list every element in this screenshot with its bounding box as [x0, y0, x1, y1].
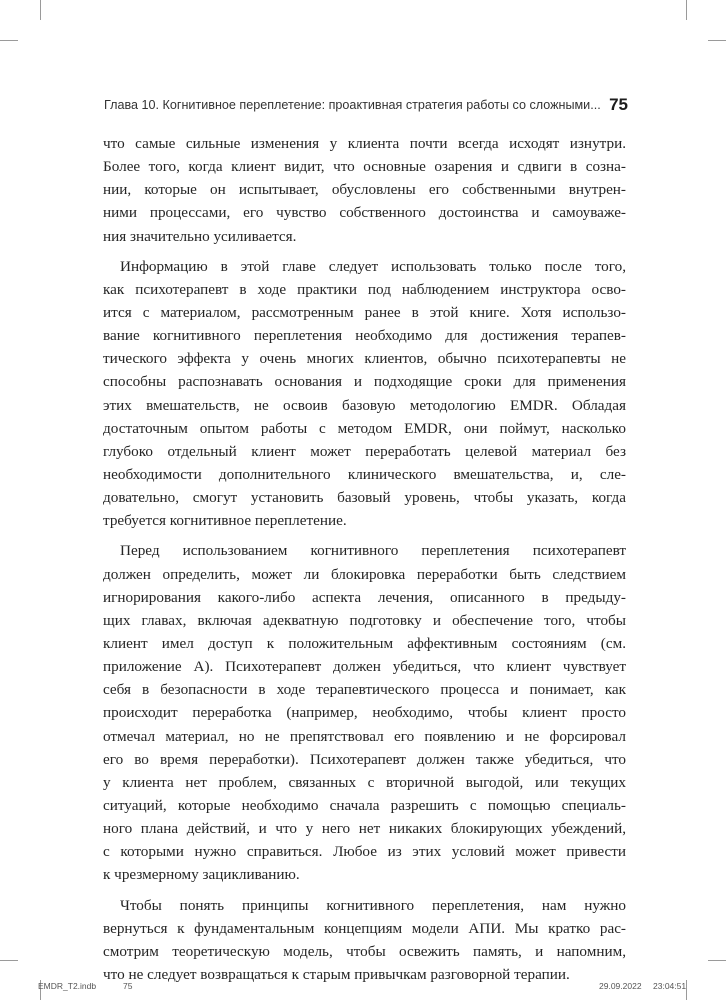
text-line: к чрезмерному зацикливанию.: [103, 866, 300, 884]
text-line: нии, которые он испытывает, обусловлены его собственными внутрен-: [103, 181, 626, 199]
text-line: как психотерапевт в ходе практики под наблюдением инструктора осво-: [103, 280, 626, 298]
text-line: достаточным опытом работы с методом EMDR, они поймут, насколько: [103, 419, 626, 437]
paragraph: [103, 255, 626, 533]
crop-mark-top-left: [40, 0, 41, 20]
text-line: требуется когнитивное переплетение.: [103, 512, 347, 530]
crop-mark-left-top: [0, 40, 18, 41]
slug-date: 29.09.2022: [599, 981, 642, 991]
running-title: Глава 10. Когнитивное переплетение: проактивная стратегия работы со сложными...: [104, 98, 601, 112]
slug-file: EMDR_T2.indb: [38, 981, 97, 991]
text-line: вернуться к фундаментальным концепциям модели АПИ. Мы кратко рас-: [103, 919, 626, 937]
text-line: щих главах, включая адекватную подготовку и обеспечение того, чтобы: [103, 611, 626, 629]
text-line: ситуаций, которые необходимо сначала разрешить с помощью специаль-: [103, 796, 626, 814]
text-line: ится с материалом, рассмотренным ранее в этой книге. Хотя использо-: [103, 303, 626, 321]
text-line: происходит переработка (например, необходимо, чтобы клиент просто: [103, 704, 626, 722]
crop-mark-right-bottom: [708, 960, 726, 961]
text-line: вание когнитивного переплетения необходимо для достижения терапев-: [103, 327, 626, 345]
text-line: с которыми нужно справиться. Любое из этих условий может привести: [103, 843, 626, 861]
text-line: необходимости дополнительного клинического вмешательства, и, сле-: [103, 465, 626, 483]
crop-mark-bottom-right: [686, 980, 687, 1000]
text-line: Более того, когда клиент видит, что основные озарения и сдвиги в созна-: [103, 158, 626, 176]
slug-page: 75: [123, 981, 133, 991]
crop-mark-top-right: [686, 0, 687, 20]
paragraph: [103, 132, 626, 248]
paragraph-gap: [103, 887, 626, 894]
text-line: глубоко отдельный клиент может переработать целевой материал без: [103, 442, 626, 460]
text-line: ного плана действий, и что у него нет никаких блокирующих убеждений,: [103, 820, 626, 838]
text-line: что самые сильные изменения у клиента почти всегда исходят изнутри.: [103, 135, 626, 152]
page-number: 75: [609, 95, 628, 114]
text-line: ними процессами, его чувство собственного достоинства и самоуваже-: [103, 204, 626, 222]
text-line: ния значительно усиливается.: [103, 227, 297, 245]
text-line: этих вмешательств, не освоив базовую методологию EMDR. Обладая: [103, 396, 626, 414]
text-line: должен определить, может ли блокировка переработки быть следствием: [103, 565, 626, 583]
crop-mark-left-bottom: [0, 960, 18, 961]
text-line: Информацию в этой главе следует использовать только после того,: [120, 257, 626, 275]
slug-time: 23:04:51: [653, 981, 687, 991]
text-line: довательно, смогут установить базовый уровень, чтобы указать, когда: [103, 489, 626, 507]
text-line: отмечал материал, но не препятствовал его появлению и не форсировал: [103, 727, 626, 745]
text-line: клиент имел доступ к положительным аффективным состояниям (см.: [103, 634, 626, 652]
text-line: Перед использованием когнитивного переплетения психотерапевт: [120, 542, 626, 560]
text-line: тического эффекта у очень многих клиентов, обычно психотерапевты не: [103, 350, 626, 368]
paragraph-gap: [103, 248, 626, 255]
text-line: приложение А). Психотерапевт должен убедиться, что клиент чувствует: [103, 658, 626, 676]
paragraph: [103, 539, 626, 886]
crop-mark-right-top: [708, 40, 726, 41]
text-line: способны распознавать основания и подходящие сроки для применения: [103, 373, 626, 391]
text-line: игнорирования какого-либо аспекта лечения, описанного в предыду-: [103, 588, 626, 606]
paragraph-gap: [103, 532, 626, 539]
text-line: себя в безопасности в ходе терапевтического процесса и понимает, как: [103, 681, 626, 699]
text-line: что не следует возвращаться к старым привычкам разговорной терапии.: [103, 965, 570, 983]
text-line: Чтобы понять принципы когнитивного переплетения, нам нужно: [120, 896, 626, 914]
running-head: [104, 96, 628, 118]
text-line: у клиента нет проблем, связанных с вторичной выгодой, или текущих: [103, 773, 626, 791]
text-line: смотрим теоретическую модель, чтобы освежить память, и напомним,: [103, 942, 626, 960]
body-text: [103, 132, 626, 986]
paragraph: [103, 894, 626, 987]
text-line: его во время переработки). Психотерапевт должен также убедиться, что: [103, 750, 626, 768]
